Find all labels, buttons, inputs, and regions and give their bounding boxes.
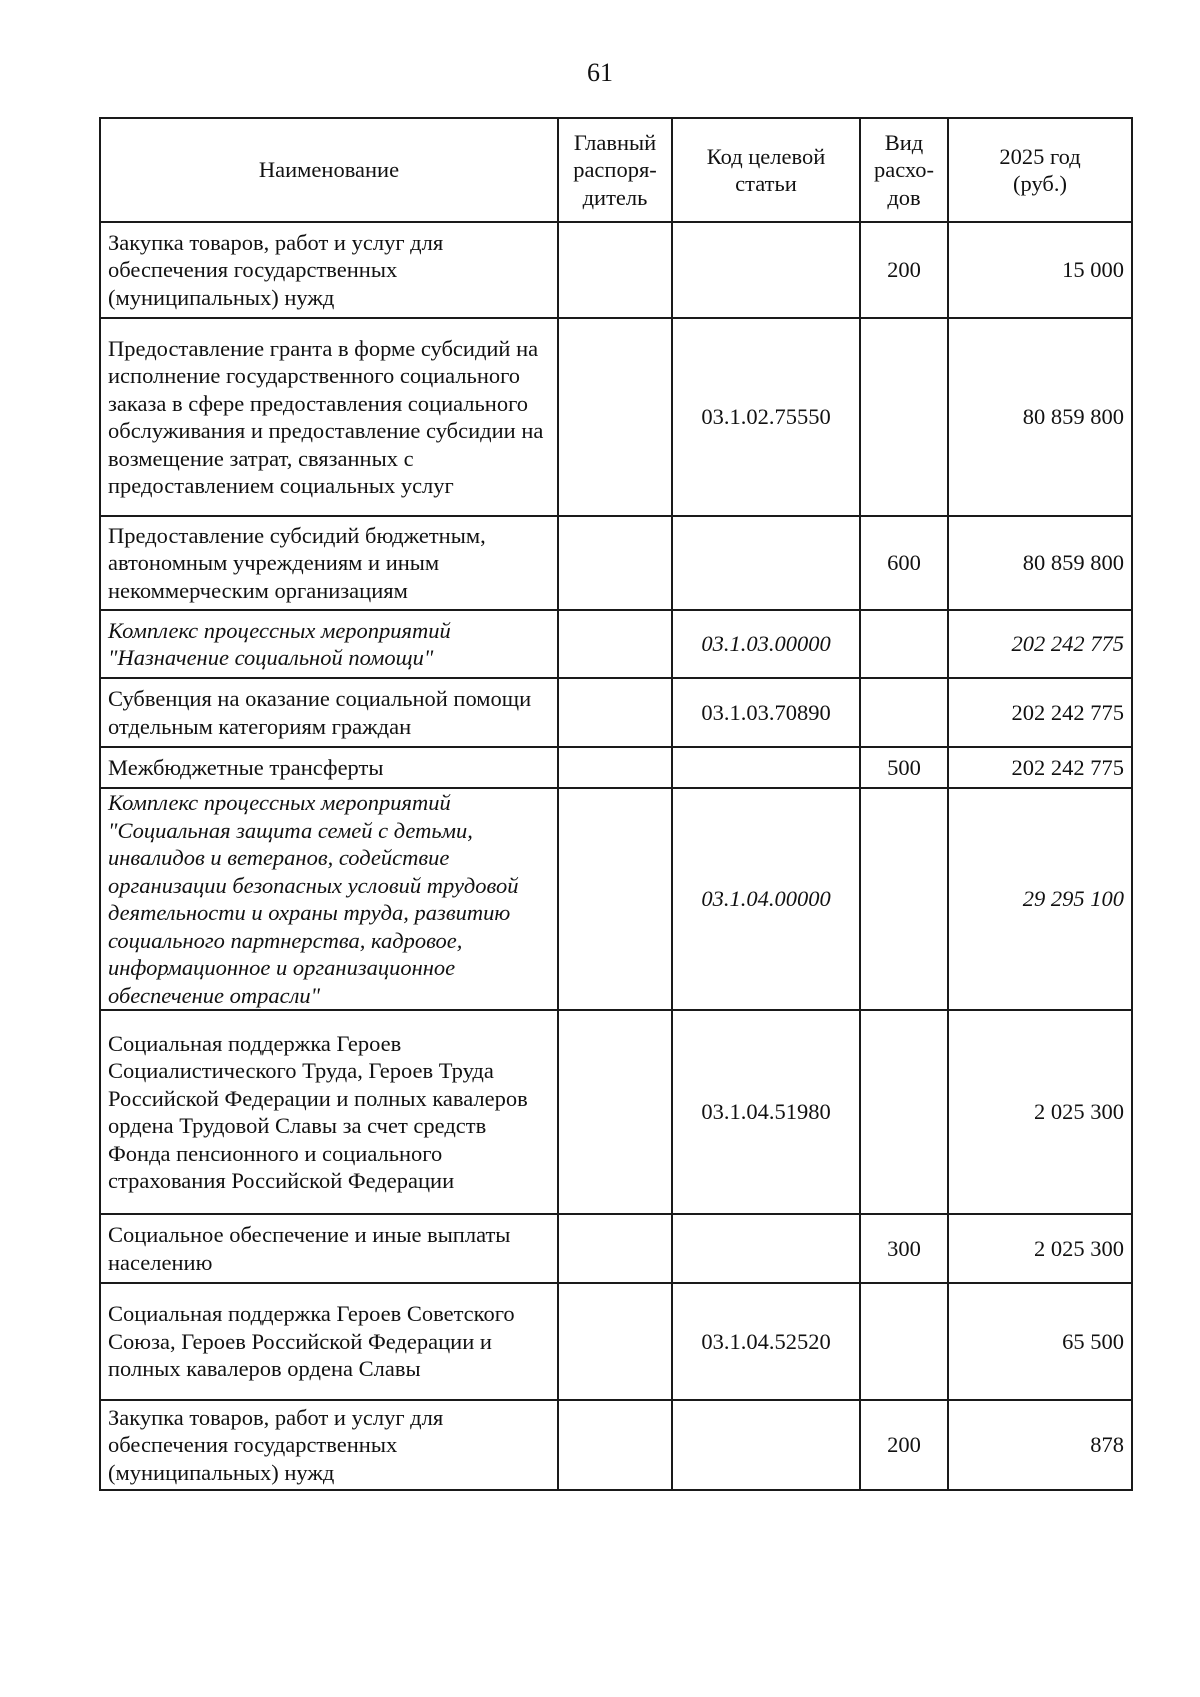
row-target-code: 03.1.03.70890 — [672, 678, 860, 747]
table-row — [100, 318, 1132, 516]
row-sum: 878 — [948, 1400, 1132, 1490]
table-row — [100, 678, 1132, 747]
row-main-manager — [558, 1283, 672, 1400]
row-sum: 29 295 100 — [948, 788, 1132, 1010]
row-main-manager — [558, 318, 672, 516]
header-name: Наименование — [100, 118, 558, 222]
row-sum: 65 500 — [948, 1283, 1132, 1400]
table-row — [100, 788, 1132, 1010]
row-name: Социальная поддержка Героев Социалистического Труда, Героев Труда Российской Федерации и полных кавалеров ордена Трудовой Славы за счет средств Фонда пенсионного и социального страхования Российской Федерации — [100, 1010, 558, 1214]
page-number: 61 — [587, 58, 613, 87]
budget-table — [99, 117, 1133, 1491]
row-main-manager — [558, 516, 672, 610]
row-sum: 15 000 — [948, 222, 1132, 318]
row-sum: 80 859 800 — [948, 318, 1132, 516]
row-name: Межбюджетные трансферты — [100, 747, 558, 788]
row-sum: 2 025 300 — [948, 1010, 1132, 1214]
row-name: Комплекс процессных мероприятий "Социальная защита семей с детьми, инвалидов и ветеранов, содействие организации безопасных условий трудовой деятельности и охраны труда, развитию социального партнерства, кадровое, информационное и организационное обеспечение отрасли" — [100, 788, 558, 1010]
row-sum: 202 242 775 — [948, 678, 1132, 747]
row-main-manager — [558, 610, 672, 678]
row-expense-kind: 200 — [860, 1400, 948, 1490]
table-row — [100, 516, 1132, 610]
row-main-manager — [558, 1214, 672, 1283]
table-row — [100, 610, 1132, 678]
row-name: Предоставление субсидий бюджетным, автономным учреждениям и иным некоммерческим организациям — [100, 516, 558, 610]
header-year-sum: 2025 год (руб.) — [948, 118, 1132, 222]
row-target-code: 03.1.04.00000 — [672, 788, 860, 1010]
row-target-code — [672, 747, 860, 788]
row-name: Закупка товаров, работ и услуг для обеспечения государственных (муниципальных) нужд — [100, 222, 558, 318]
table-row — [100, 222, 1132, 318]
row-expense-kind: 600 — [860, 516, 948, 610]
row-target-code: 03.1.02.75550 — [672, 318, 860, 516]
table-row — [100, 1400, 1132, 1490]
row-target-code: 03.1.04.52520 — [672, 1283, 860, 1400]
row-sum: 2 025 300 — [948, 1214, 1132, 1283]
row-main-manager — [558, 747, 672, 788]
table-row — [100, 1010, 1132, 1214]
table-row — [100, 1214, 1132, 1283]
row-name: Субвенция на оказание социальной помощи отдельным категориям граждан — [100, 678, 558, 747]
row-target-code — [672, 516, 860, 610]
row-main-manager — [558, 678, 672, 747]
row-sum: 202 242 775 — [948, 747, 1132, 788]
header-target-code: Код целевой статьи — [672, 118, 860, 222]
row-expense-kind — [860, 610, 948, 678]
row-target-code — [672, 1400, 860, 1490]
row-sum: 202 242 775 — [948, 610, 1132, 678]
row-target-code — [672, 1214, 860, 1283]
row-main-manager — [558, 788, 672, 1010]
row-target-code — [672, 222, 860, 318]
row-expense-kind — [860, 788, 948, 1010]
row-main-manager — [558, 1400, 672, 1490]
row-expense-kind — [860, 318, 948, 516]
row-expense-kind — [860, 1010, 948, 1214]
row-expense-kind — [860, 678, 948, 747]
row-expense-kind: 500 — [860, 747, 948, 788]
header-expense-kind: Вид расхо- дов — [860, 118, 948, 222]
row-sum: 80 859 800 — [948, 516, 1132, 610]
row-target-code: 03.1.04.51980 — [672, 1010, 860, 1214]
row-name: Социальное обеспечение и иные выплаты населению — [100, 1214, 558, 1283]
row-main-manager — [558, 1010, 672, 1214]
row-main-manager — [558, 222, 672, 318]
header-main-manager: Главный распоря- дитель — [558, 118, 672, 222]
table-row — [100, 1283, 1132, 1400]
row-name: Комплекс процессных мероприятий "Назначение социальной помощи" — [100, 610, 558, 678]
row-target-code: 03.1.03.00000 — [672, 610, 860, 678]
row-name: Закупка товаров, работ и услуг для обеспечения государственных (муниципальных) нужд — [100, 1400, 558, 1490]
row-expense-kind: 300 — [860, 1214, 948, 1283]
table-row — [100, 747, 1132, 788]
table-header-row — [100, 118, 1132, 222]
row-expense-kind — [860, 1283, 948, 1400]
row-name: Предоставление гранта в форме субсидий на исполнение государственного социального заказа в сфере предоставления социального обслуживания и предоставление субсидии на возмещение затрат, связанных с предоставлением социальных услуг — [100, 318, 558, 516]
row-name: Социальная поддержка Героев Советского Союза, Героев Российской Федерации и полных кавалеров ордена Славы — [100, 1283, 558, 1400]
row-expense-kind: 200 — [860, 222, 948, 318]
